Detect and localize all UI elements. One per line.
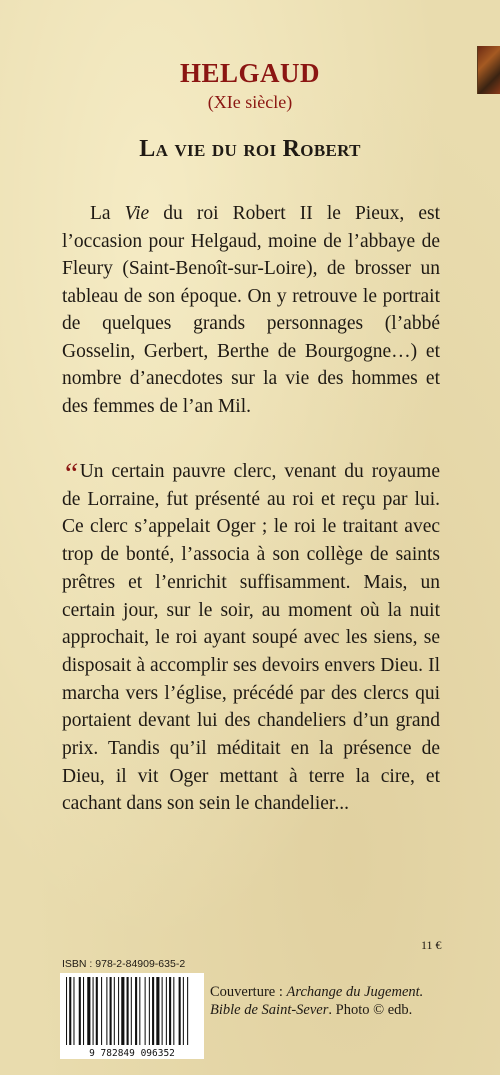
barcode-bar [169, 977, 171, 1045]
price: 11 € [421, 938, 442, 952]
barcode-bar [149, 977, 150, 1045]
barcode-bar [131, 977, 132, 1045]
summary-paragraph [62, 200, 440, 420]
credits-photo: . Photo © edb. [328, 1002, 413, 1018]
barcode-bar [152, 977, 154, 1045]
barcode-bar [127, 977, 129, 1045]
credits-label: Couverture : [210, 984, 287, 1000]
barcode-bar [106, 977, 107, 1045]
summary-text-rest: du roi Robert II le Pieux, est l’occasion pour Helgaud, moine de l’abbaye de Fleury (Saint-Benoît-sur-Loire), de brosser un tableau de son époque. On y retrouve le portrait de quelques grands personnages (l’abbé Gosselin, Gerbert, Berthe de Bourgogne…) et nombre d’anecdotes sur la vie des hommes et des femmes de l’an Mil. [62, 203, 440, 417]
isbn-label: ISBN : 978-2-84909-635-2 [62, 958, 186, 970]
barcode-bar [145, 977, 146, 1045]
credits-source: Bible de Saint-Sever [210, 1002, 329, 1018]
summary-text-start: La [90, 203, 125, 224]
barcode-bar [135, 977, 137, 1045]
credits-artwork: Archange du Jugement. [286, 984, 424, 1000]
barcode-bars [60, 973, 204, 1059]
barcode-bar [96, 977, 98, 1045]
open-quote-mark: “ [62, 457, 79, 490]
barcode-bar [87, 977, 90, 1045]
author-name: HELGAUD [179, 58, 321, 88]
barcode-bar [101, 977, 102, 1045]
barcode-bar [83, 977, 84, 1045]
barcode-bar [139, 977, 140, 1045]
barcode-bar [162, 977, 163, 1045]
barcode-bar [121, 977, 124, 1045]
barcode-bar [166, 977, 167, 1045]
book-title: La vie du roi Robert [139, 136, 361, 162]
barcode-bar [114, 977, 115, 1045]
barcode-bar [156, 977, 159, 1045]
barcode-bar [66, 977, 67, 1045]
barcode-bar [187, 977, 188, 1045]
barcode-bar [93, 977, 94, 1045]
excerpt-text: Un certain pauvre clerc, venant du royaume de Lorraine, fut présenté au roi et reçu par lui. Ce clerc s’appelait Oger ; le roi le traitant avec trop de bonté, l’associa à son collège de saints prêtres et l’enrichit suffisamment. Mais, un certain jour, sur le soir, au moment où la nuit approchait, le roi ayant soupé avec les siens, se disposait à accomplir ses devoirs envers Dieu. Il marcha vers l’église, précédé par des clercs qui portaient devant lui des chandeliers d’un grand prix. Tandis qu’il méditait en la présence de Dieu, il vit Oger mettant à terre la cire, et cachant dans son sein le chandelier... [62, 461, 440, 815]
barcode-bar [79, 977, 81, 1045]
barcode-bar [73, 977, 74, 1045]
author-era: (XIe siècle) [207, 92, 293, 112]
barcode-digits: 9 782849 096352 [89, 1048, 175, 1059]
barcode-bar [118, 977, 119, 1045]
barcode-bar [179, 977, 181, 1045]
barcode-bar [173, 977, 174, 1045]
cover-credits [210, 983, 455, 1019]
summary-title-italic: Vie [124, 203, 150, 224]
barcode-bar [69, 977, 71, 1045]
barcode [60, 973, 204, 1059]
barcode-bar [110, 977, 112, 1045]
excerpt-quote [62, 458, 440, 818]
barcode-bar [183, 977, 184, 1045]
